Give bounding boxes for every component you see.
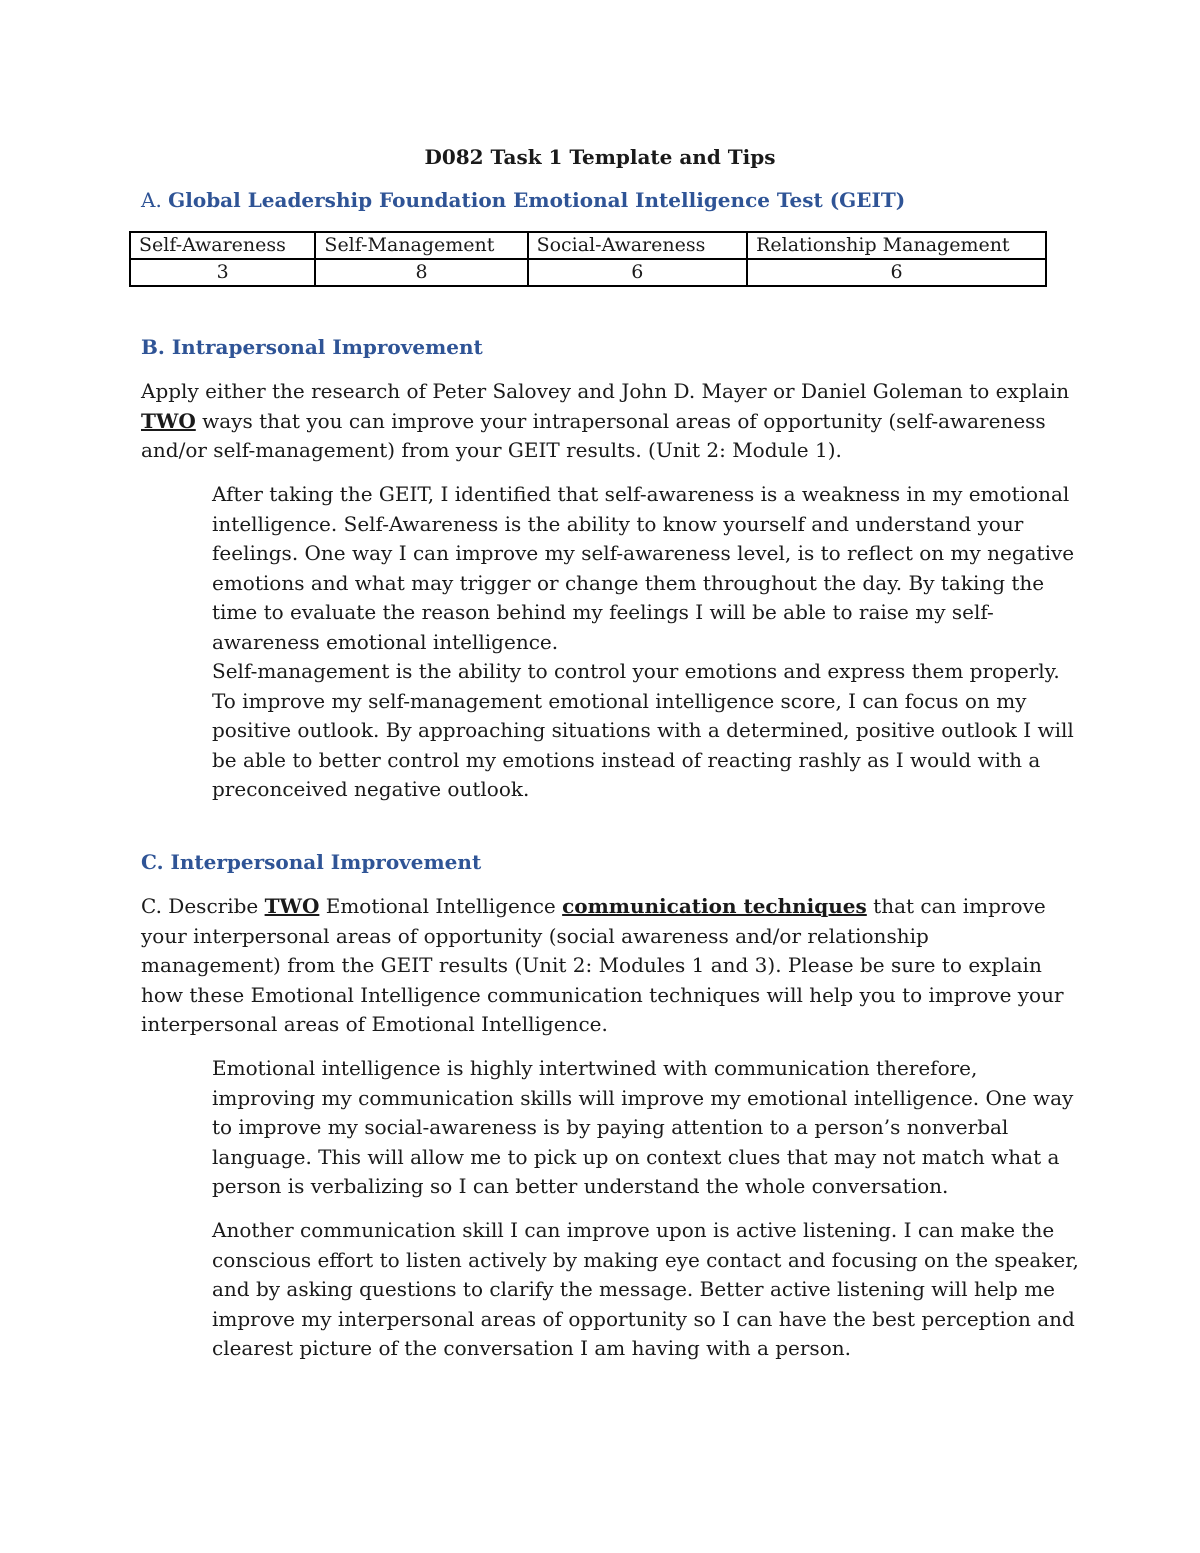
section-b-prompt-emphasis: TWO <box>141 408 196 433</box>
section-b-heading: B. Intrapersonal Improvement <box>141 335 483 359</box>
section-c-answer-paragraph-2: Another communication skill I can improve upon is active listening. I can make the conscious effort to listen actively by making eye contact and focusing on the speaker, and by asking questions to clarify the message. Better active listening will help me improve my interpersonal areas of opportunity so I can have the best perception and clearest picture of the conversation I am having with a person. <box>212 1218 1079 1360</box>
score-relationship-management: 6 <box>747 259 1046 286</box>
section-c-prompt-emphasis-two: TWO <box>264 894 320 918</box>
section-c-prompt-part2: Emotional Intelligence <box>319 894 563 918</box>
section-a-title: Global Leadership Foundation Emotional Intelligence Test (GEIT) <box>168 188 906 212</box>
section-c-answer-paragraph-1: Emotional intelligence is highly intertwined with communication therefore, improving my communication skills will improve my emotional intelligence. One way to improve my social-awareness is by paying attention to a person’s nonverbal language. This will allow me to pick up on context clues that may not match what a person is verbalizing so I can better understand the whole conversation. <box>212 1056 1074 1198</box>
section-a-letter: A. <box>141 188 169 212</box>
header-self-management: Self-Management <box>315 232 527 259</box>
geit-header-row <box>130 232 1046 259</box>
section-c-prompt-part3: that can improve your interpersonal areas of opportunity (social awareness and/or relationship management) from the GEIT results (Unit 2: Modules 1 and 3). Please be sure to explain how these Emotional Intelligence communication techniques will help you to improve your interpersonal areas of Emotional Intelligence. <box>141 894 1064 1036</box>
document-title: D082 Task 1 Template and Tips <box>424 145 776 169</box>
section-c-prompt-part1: C. Describe <box>141 894 265 918</box>
header-self-awareness: Self-Awareness <box>130 232 315 259</box>
section-c-heading: C. Interpersonal Improvement <box>141 850 482 874</box>
geit-score-row <box>130 259 1046 286</box>
header-relationship-management: Relationship Management <box>747 232 1046 259</box>
section-c-prompt <box>141 892 1071 1040</box>
section-b-answer-paragraph-1: After taking the GEIT, I identified that self-awareness is a weakness in my emotional intelligence. Self-Awareness is the ability to know yourself and understand your feelings. One way I can improve my self-awareness level, is to reflect on my negative emotions and what may trigger or change them throughout the day. By taking the time to evaluate the reason behind my feelings I will be able to raise my self-awareness emotional intelligence. <box>212 482 1075 654</box>
section-b-prompt-part2: ways that you can improve your intrapersonal areas of opportunity (self-awareness and/or self-management) from your GEIT results. (Unit 2: Module 1). <box>141 408 1046 462</box>
score-self-management: 8 <box>315 259 527 286</box>
section-a-heading <box>141 186 905 214</box>
score-self-awareness: 3 <box>130 259 315 286</box>
section-b-prompt-part1: Apply either the research of Peter Salovey and John D. Mayer or Daniel Goleman to explain <box>141 379 1070 403</box>
header-social-awareness: Social-Awareness <box>528 232 748 259</box>
section-c-prompt-emphasis-techniques: communication techniques <box>562 894 867 918</box>
section-b-answer-paragraph-2: Self-management is the ability to control your emotions and express them properly. To improve my self-management emotional intelligence score, I can focus on my positive outlook. By approaching situations with a determined, positive outlook I will be able to better control my emotions instead of reacting rashly as I would with a preconceived negative outlook. <box>212 659 1074 801</box>
score-social-awareness: 6 <box>528 259 748 286</box>
geit-score-table <box>129 231 1047 287</box>
section-b-prompt <box>141 377 1071 466</box>
